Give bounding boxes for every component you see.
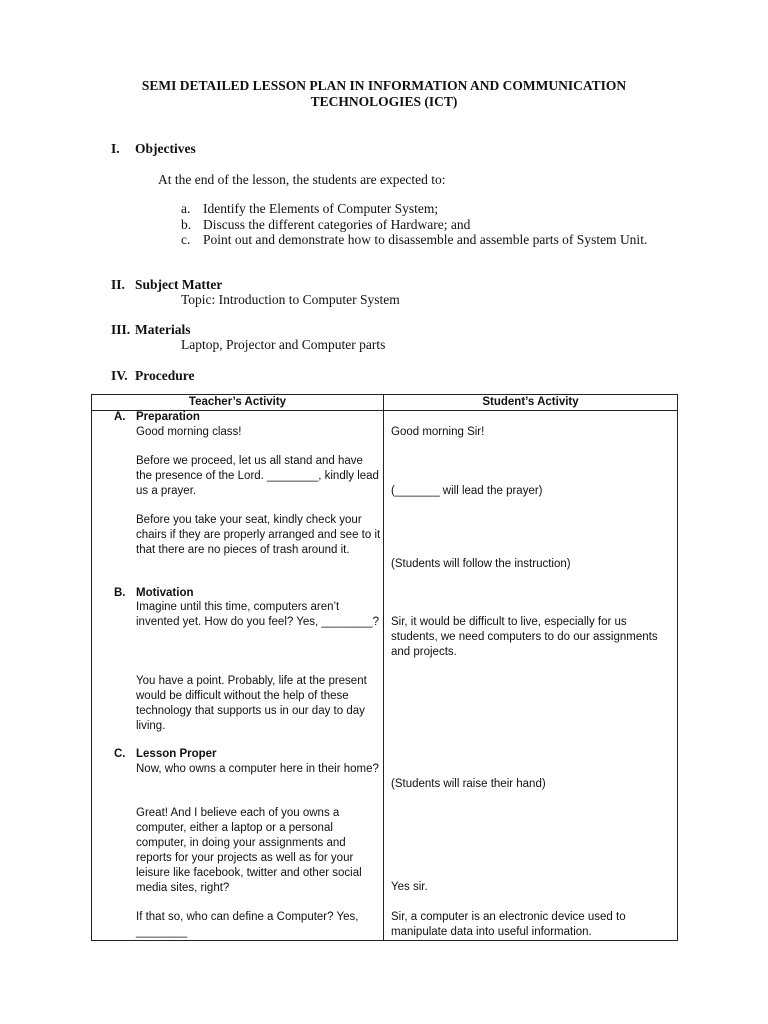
objective-text: Identify the Elements of Computer System; — [203, 201, 439, 216]
objectives-label: Objectives — [135, 141, 196, 156]
section-a-label: A. — [114, 411, 126, 423]
objectives-heading — [111, 141, 196, 157]
teacher-line: Before you take your seat, kindly check your chairs if they are properly arranged and see to it that there are no pieces of trash around it. — [136, 514, 381, 556]
materials-heading — [111, 322, 190, 338]
teacher-activity-header: Teacher’s Activity — [188, 396, 287, 408]
objective-item-a — [181, 201, 681, 217]
subject-matter-heading — [111, 277, 222, 293]
subject-matter-label: Subject Matter — [135, 277, 223, 292]
objective-text: Point out and demonstrate how to disassemble and assemble parts of System Unit. — [203, 232, 648, 247]
teacher-line: Imagine until this time, computers aren’t invented yet. How do you feel? Yes, ________? — [136, 601, 379, 628]
title-line-1: SEMI DETAILED LESSON PLAN IN INFORMATION AND COMMUNICATION — [141, 78, 627, 93]
teacher-line: If that so, who can define a Computer? Yes, ________ — [136, 911, 359, 938]
student-activity-header: Student’s Activity — [482, 396, 579, 408]
teacher-line: Before we proceed, let us all stand and have the presence of the Lord. ________, kindly lead us a prayer. — [136, 455, 379, 497]
student-line: (Students will raise their hand) — [391, 778, 546, 790]
teacher-line: Great! And I believe each of you owns a computer, either a laptop or a personal computer, in doing your assignments and reports for your projects as well as for your leisure like facebook, twitter and other social media sites, right? — [136, 807, 362, 894]
student-line: (_______ will lead the prayer) — [391, 485, 543, 497]
materials-label: Materials — [135, 322, 191, 337]
objectives-list — [181, 201, 681, 248]
objectives-number: I. — [111, 141, 120, 156]
procedure-label: Procedure — [135, 368, 195, 383]
section-b-title: Motivation — [136, 587, 194, 599]
student-line: Sir, it would be difficult to live, especially for us students, we need computers to do our assignments and projects. — [391, 616, 658, 658]
teacher-line: Good morning class! — [136, 426, 242, 438]
objective-letter: a. — [181, 201, 191, 216]
objectives-intro: At the end of the lesson, the students are expected to: — [158, 172, 446, 187]
section-c-title: Lesson Proper — [136, 748, 217, 760]
subject-matter-topic: Topic: Introduction to Computer System — [181, 292, 400, 307]
teacher-line: Now, who owns a computer here in their home? — [136, 763, 379, 775]
materials-number: III. — [111, 322, 131, 337]
student-line: (Students will follow the instruction) — [391, 558, 571, 570]
procedure-table — [91, 394, 678, 941]
objective-text: Discuss the different categories of Hardware; and — [203, 216, 471, 232]
procedure-heading — [111, 368, 194, 384]
objective-item-b — [181, 217, 681, 233]
objective-letter: c. — [181, 232, 191, 247]
subject-matter-number: II. — [111, 277, 125, 292]
column-divider — [383, 395, 384, 940]
student-line: Sir, a computer is an electronic device used to manipulate data into useful information. — [391, 911, 626, 938]
student-line: Good morning Sir! — [391, 426, 485, 438]
procedure-number: IV. — [111, 368, 128, 383]
section-b-label: B. — [114, 587, 126, 599]
teacher-line: You have a point. Probably, life at the present would be difficult without the help of these technology that supports us in our day to day living. — [136, 675, 367, 732]
title-line-2: TECHNOLOGIES (ICT) — [310, 94, 458, 109]
section-c-label: C. — [114, 748, 126, 760]
objective-item-c — [181, 232, 681, 248]
materials-text: Laptop, Projector and Computer parts — [181, 337, 386, 352]
section-a-title: Preparation — [136, 411, 200, 423]
document-title — [90, 78, 678, 110]
objective-letter: b. — [181, 216, 192, 232]
student-line: Yes sir. — [391, 881, 428, 893]
